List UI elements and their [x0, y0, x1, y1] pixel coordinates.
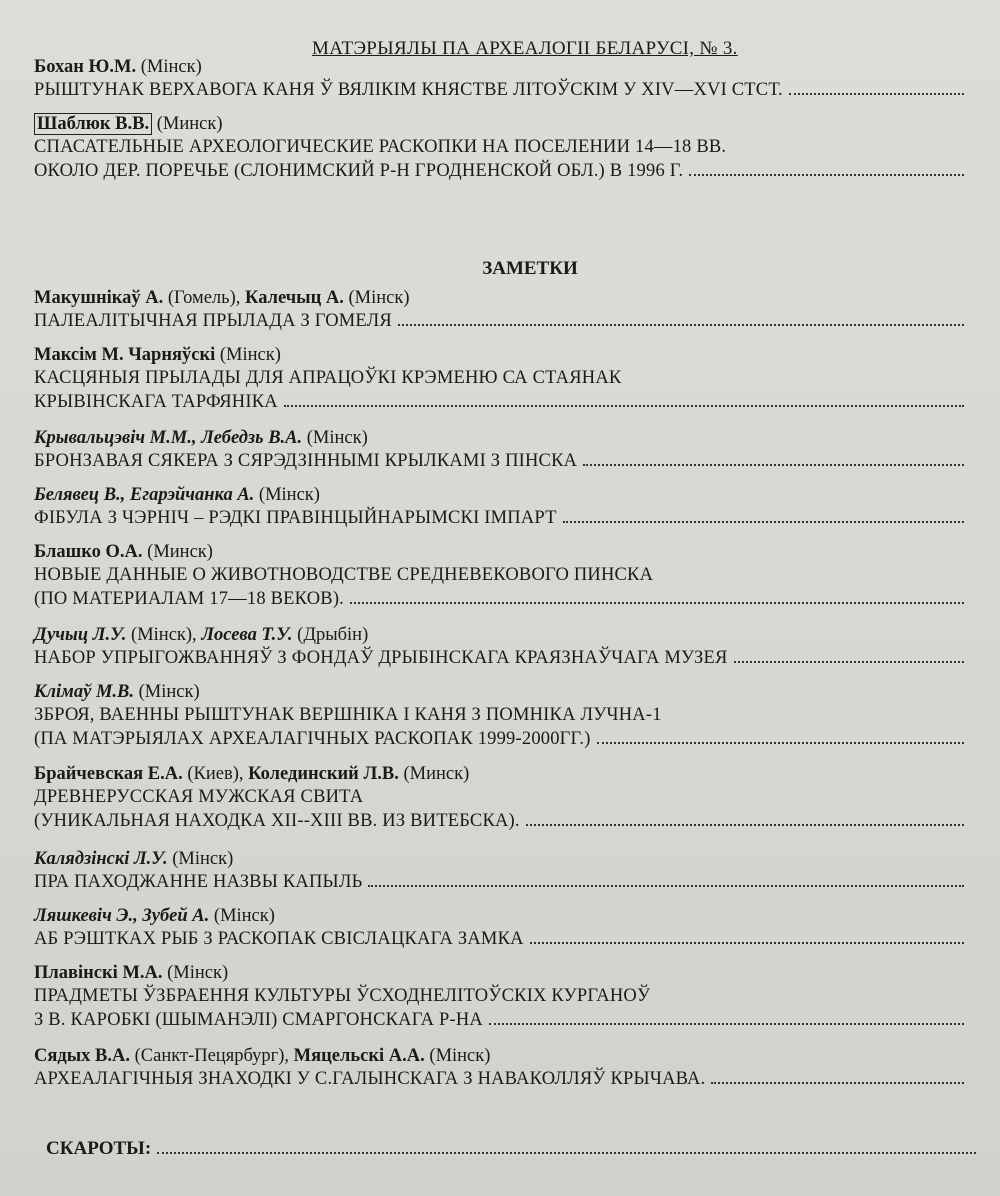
footer-entry[interactable]: СКАРОТЫ : [46, 1138, 990, 1160]
entry-authors: Бохан Ю.М. (Мінск) [34, 57, 202, 77]
entry-title-line: КРЫВІНСКАГА ТАРФЯНІКА [34, 390, 964, 414]
author-city: (Дрыбін) [297, 625, 369, 645]
author-city: (Санкт-Пецярбург), [134, 1046, 290, 1066]
entry-authors [34, 962, 990, 984]
entry-title-line: КАСЦЯНЫЯ ПРЫЛАДЫ ДЛЯ АПРАЦОЎКІ КРЭМЕНЮ СА СТАЯНАК [34, 368, 622, 388]
entry-authors [34, 681, 990, 703]
entry-authors [34, 427, 990, 449]
entry-title: РЫШТУНАК ВЕРХАВОГА КАНЯ Ў ВЯЛІКІМ КНЯСТВЕ ЛІТОЎСКІМ У XIV—XVI СТСТ. [34, 78, 964, 102]
author-name: Зубей А. [142, 906, 210, 926]
toc-entry[interactable] [34, 541, 990, 611]
author-name: Дучыц Л.У. [34, 625, 127, 645]
toc-entry[interactable] [34, 1045, 990, 1091]
entry-title-line: ЗБРОЯ, ВАЕННЫ РЫШТУНАК ВЕРШНІКА І КАНЯ З ПОМНІКА ЛУЧНА-1 [34, 705, 662, 725]
toc-entry[interactable] [34, 56, 990, 102]
author-city: (Минск) [403, 764, 470, 784]
entry-authors: Шаблюк В.В. (Минск) [34, 113, 990, 135]
toc-entry[interactable] [34, 848, 990, 894]
author-city: (Мінск) [138, 682, 200, 702]
toc-entry[interactable] [34, 763, 990, 833]
author-name: Калечыц А. [245, 288, 344, 308]
author-city: (Мінск) [429, 1046, 491, 1066]
entry-title-line: ФІБУЛА З ЧЭРНІЧ – РЭДКІ ПРАВІНЦЫЙНАРЫМСКІ ІМПАРТ [34, 506, 964, 530]
author-name: Максім М. Чарняўскі [34, 345, 216, 365]
toc-entry[interactable] [34, 484, 990, 530]
author-name: Егарэйчанка А. [129, 485, 255, 505]
author-name: Колединский Л.В. [248, 764, 399, 784]
author-city: (Мінск) [219, 345, 281, 365]
author-city: (Мінск) [306, 428, 368, 448]
entry-title-line: БРОНЗАВАЯ СЯКЕРА З СЯРЭДЗІННЫМІ КРЫЛКАМІ З ПІНСКА [34, 449, 964, 473]
author-city: (Гомель), [167, 288, 241, 308]
toc-entry[interactable] [34, 113, 990, 183]
author-name: Ляшкевіч Э., [34, 906, 138, 926]
author-name: Калядзінскі Л.У. [34, 849, 168, 869]
entry-authors [34, 484, 990, 506]
entry-authors [34, 905, 990, 927]
entry-authors [34, 1045, 990, 1067]
author-city: (Мінск), [131, 625, 197, 645]
entry-title-line: (УНИКАЛЬНАЯ НАХОДКА XII--XIII ВВ. ИЗ ВИТЕБСКА). [34, 809, 964, 833]
section-title: ЗАМЕТКИ [482, 258, 578, 279]
author-name: Лосева Т.У. [201, 625, 293, 645]
toc-entry[interactable] [34, 427, 990, 473]
author-name: Макушнікаў А. [34, 288, 164, 308]
entry-authors [34, 624, 990, 646]
author-name: Мяцельскі А.А. [293, 1046, 425, 1066]
author-city: (Мінск) [348, 288, 410, 308]
author-name: Крывальцэвіч М.М., [34, 428, 197, 448]
running-head: МАТЭРЫЯЛЫ ПА АРХЕАЛОГІІ БЕЛАРУСІ, № 3. [312, 38, 738, 59]
author-name: Сядых В.А. [34, 1046, 130, 1066]
author-name: Брайчевская Е.А. [34, 764, 183, 784]
entry-title-line: ПРАДМЕТЫ ЎЗБРАЕННЯ КУЛЬТУРЫ ЎСХОДНЕЛІТОЎСКІХ КУРГАНОЎ [34, 986, 651, 1006]
toc-entry[interactable] [34, 344, 990, 414]
toc-entry[interactable] [34, 681, 990, 751]
author-name: Блашко О.А. [34, 542, 143, 562]
author-city: (Мінск) [213, 906, 275, 926]
author-city: (Киев), [187, 764, 244, 784]
author-city: (Минск) [147, 542, 213, 562]
author-city: (Мінск) [167, 963, 229, 983]
author-name: Плавінскі М.А. [34, 963, 163, 983]
author-name: Лебедзь В.А. [201, 428, 303, 448]
toc-entry[interactable] [34, 962, 990, 1032]
toc-entry[interactable] [34, 287, 990, 333]
entry-title-line: ПРА ПАХОДЖАННЕ НАЗВЫ КАПЫЛЬ [34, 870, 964, 894]
entry-title-line: ОКОЛО ДЕР. ПОРЕЧЬЕ (СЛОНИМСКИЙ Р-Н ГРОДНЕНСКОЙ ОБЛ.) В 1996 Г. [34, 159, 964, 183]
entry-authors [34, 344, 990, 366]
entry-title-line: З В. КАРОБКІ (ШЫМАНЭЛІ) СМАРГОНСКАГА Р-НА [34, 1008, 964, 1032]
entry-title-line: АБ РЭШТКАХ РЫБ З РАСКОПАК СВІСЛАЦКАГА ЗАМКА [34, 927, 964, 951]
entry-title-line: НОВЫЕ ДАННЫЕ О ЖИВОТНОВОДСТВЕ СРЕДНЕВЕКОВОГО ПИНСКА [34, 565, 654, 585]
entry-title-line: (ПО МАТЕРИАЛАМ 17—18 ВЕКОВ). [34, 587, 964, 611]
entry-title-line: ДРЕВНЕРУССКАЯ МУЖСКАЯ СВИТА [34, 787, 364, 807]
entry-title-line: НАБОР УПРЫГОЖВАННЯЎ З ФОНДАЎ ДРЫБІНСКАГА КРАЯЗНАЎЧАГА МУЗЕЯ [34, 646, 964, 670]
footer-title: СКАРОТЫ [46, 1138, 145, 1159]
entry-authors [34, 763, 990, 785]
entry-title-line: АРХЕАЛАГІЧНЫЯ ЗНАХОДКІ У С.ГАЛЫНСКАГА З НАВАКОЛЛЯЎ КРЫЧАВА. [34, 1067, 964, 1091]
entry-authors [34, 541, 990, 563]
toc-entry[interactable] [34, 905, 990, 951]
entry-title-line: СПАСАТЕЛЬНЫЕ АРХЕОЛОГИЧЕСКИЕ РАСКОПКИ НА ПОСЕЛЕНИИ 14—18 ВВ. [34, 137, 727, 157]
author-name: Белявец В., [34, 485, 126, 505]
entry-authors [34, 848, 990, 870]
entry-title-line: (ПА МАТЭРЫЯЛАХ АРХЕАЛАГІЧНЫХ РАСКОПАК 1999-2000ГГ.) [34, 727, 964, 751]
author-city: (Мінск) [258, 485, 320, 505]
entry-authors [34, 287, 990, 309]
author-city: (Мінск) [172, 849, 234, 869]
author-name: Клімаў М.В. [34, 682, 134, 702]
toc-entry[interactable] [34, 624, 990, 670]
entry-title-line: ПАЛЕАЛІТЫЧНАЯ ПРЫЛАДА З ГОМЕЛЯ [34, 309, 964, 333]
